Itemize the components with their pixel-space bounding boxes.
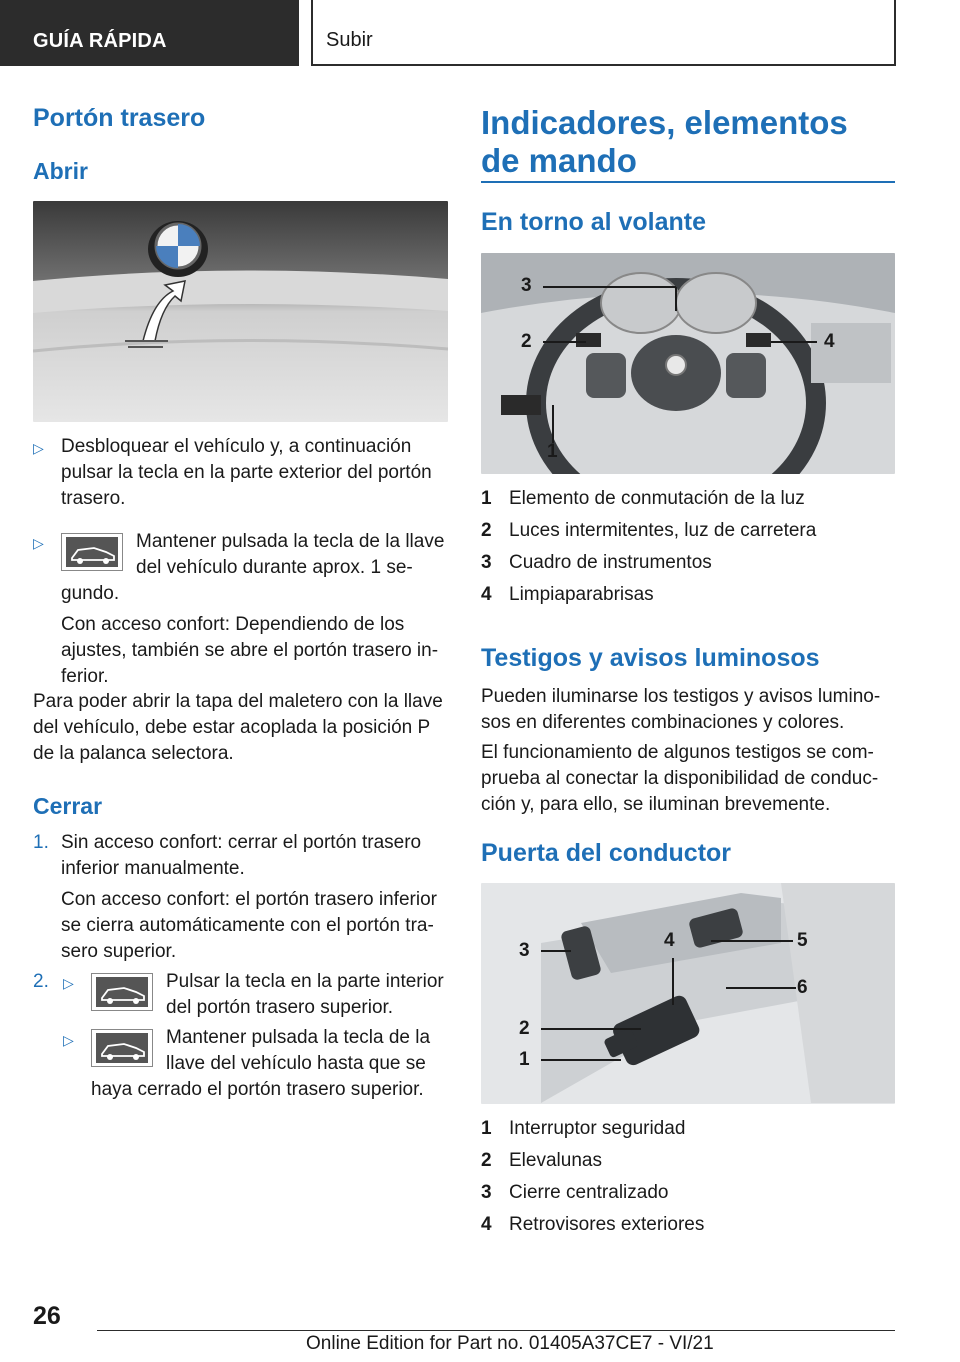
callout-6: 6 (797, 977, 808, 998)
callout-4: 4 (824, 331, 835, 352)
bullet-extra-text: Con acceso confort: Dependiendo de los ajustes, también se abre el portón trasero in-ferior. (61, 614, 439, 687)
bullet-text: Desbloquear el vehículo y, a continuación pulsar la tecla en la parte exterior del portón trasero. (61, 436, 432, 509)
title-underline (481, 181, 895, 183)
sub-bullet-text: haya cerrado el portón trasero superior. (91, 1079, 424, 1100)
bullet-text: gundo. (61, 583, 120, 604)
step-1 (33, 830, 448, 960)
callout-3: 3 (521, 275, 532, 296)
bullet-unlock (33, 434, 448, 514)
triangle-bullet-icon: ▷ (63, 1032, 74, 1048)
steering-heading: En torno al volante (481, 208, 707, 236)
car-key-button-icon (61, 533, 123, 571)
callout-2: 2 (521, 331, 532, 352)
triangle-bullet-icon: ▷ (33, 535, 44, 551)
warnings-text-2: El funcionamiento de algunos testigos se com-prueba al conectar la disponibilidad de conduc-ción y, para ello, se iluminan brevemente. (481, 742, 879, 815)
bullet-key (33, 529, 448, 687)
bullet-text: del vehículo durante aprox. 1 se- (136, 557, 413, 578)
sub-bullet-text: llave del vehículo hasta que se (166, 1053, 426, 1074)
callout-2: 2 (519, 1018, 530, 1039)
bullet-text: Mantener pulsada la tecla de la llave (136, 531, 445, 552)
sub-bullet-text: Mantener pulsada la tecla de la (166, 1027, 431, 1048)
steering-legend: 1 Elemento de conmutación de la luz 2 Luces intermitentes, luz de carretera 3 Cuadro de instrumentos 4 Limpiaparabrisas (481, 488, 817, 605)
triangle-bullet-icon: ▷ (63, 975, 74, 991)
step-extra-text: Con acceso confort: el portón trasero inferior se cierra automáticamente con el portón tra-sero superior. (61, 889, 437, 962)
step-text: Sin acceso confort: cerrar el portón trasero inferior manualmente. (61, 832, 422, 879)
callout-5: 5 (797, 930, 808, 951)
section-tab[interactable] (0, 0, 299, 66)
callout-3: 3 (519, 940, 530, 961)
controls-title: Indicadores, elementos de mando (481, 104, 848, 179)
sub-bullet-text: Pulsar la tecla en la parte interior (166, 971, 444, 992)
door-heading: Puerta del conductor (481, 839, 732, 867)
page-number: 26 (33, 1302, 61, 1330)
triangle-bullet-icon: ▷ (33, 440, 44, 456)
tailgate-photo (33, 201, 448, 422)
subsection-title: Subir (326, 29, 373, 51)
car-key-button-icon (91, 1029, 153, 1067)
selector-note: Para poder abrir la tapa del maletero con la llave del vehículo, debe estar acoplada la posición P de la palanca selectora. (33, 691, 443, 764)
footer-divider (97, 1330, 895, 1331)
door-legend: 1 Interruptor seguridad 2 Elevalunas 3 Cierre centralizado 4 Retrovisores exteriores (481, 1118, 705, 1235)
close-heading: Cerrar (33, 793, 103, 819)
warnings-text-1: Pueden iluminarse los testigos y avisos lumino-sos en diferentes combinaciones y colores. (481, 686, 881, 733)
steering-wheel-photo (481, 253, 895, 474)
step-number: 1. (33, 832, 49, 853)
step-2 (33, 969, 448, 1099)
edition-note: Online Edition for Part no. 01405A37CE7 - VI/21 (306, 1333, 714, 1354)
callout-1: 1 (519, 1049, 530, 1070)
callout-1: 1 (547, 441, 558, 462)
section-title: GUÍA RÁPIDA (33, 30, 167, 52)
tailgate-title: Portón trasero (33, 104, 206, 132)
sub-bullet-text: del portón trasero superior. (166, 997, 394, 1018)
driver-door-photo (481, 883, 895, 1104)
open-heading: Abrir (33, 158, 88, 184)
subsection-tab[interactable] (311, 0, 896, 66)
step-number: 2. (33, 971, 49, 992)
car-tailgate-button-icon (91, 973, 153, 1011)
warnings-heading: Testigos y avisos luminosos (481, 644, 820, 672)
callout-4: 4 (664, 930, 675, 951)
